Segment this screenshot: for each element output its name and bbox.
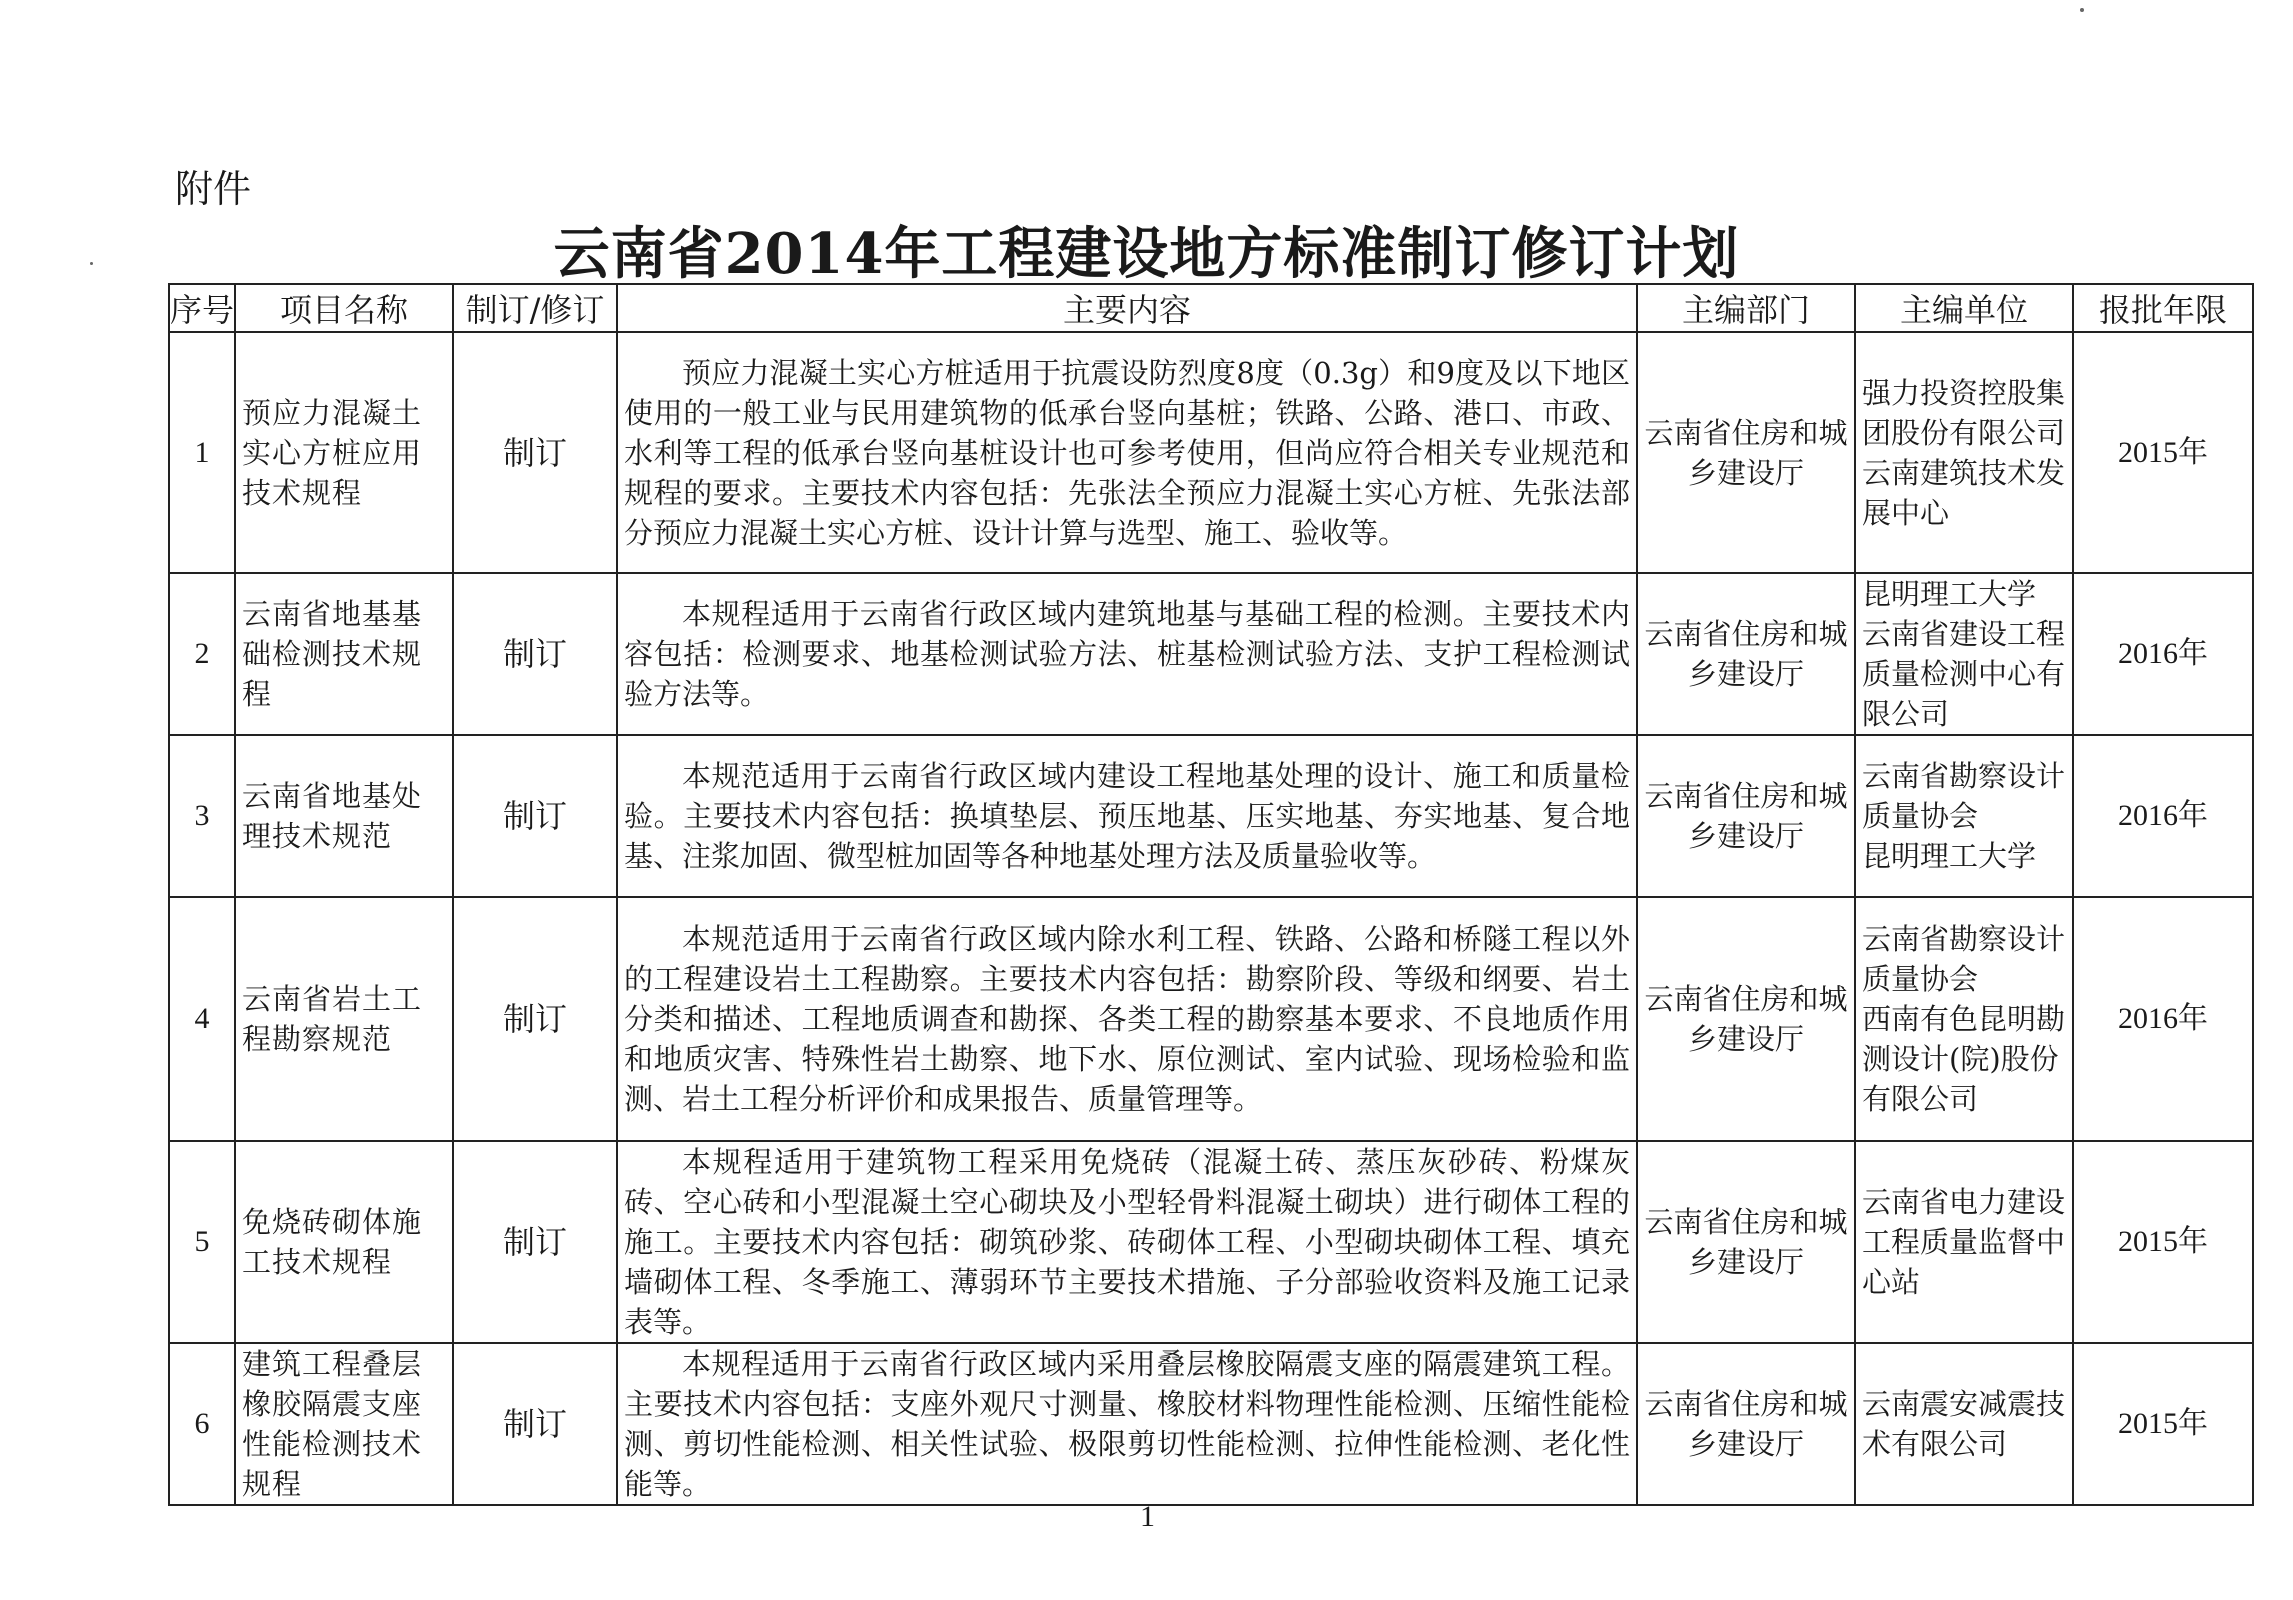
row-dept: 云南省住房和城乡建设厅 [1637, 1141, 1855, 1343]
row-unit: 云南省勘察设计质量协会 昆明理工大学 [1855, 735, 2073, 897]
row-unit: 云南省电力建设工程质量监督中心站 [1855, 1141, 2073, 1343]
row-name: 云南省地基处理技术规范 [235, 735, 453, 897]
row-unit: 昆明理工大学 云南省建设工程质量检测中心有限公司 [1855, 573, 2073, 735]
table-row [169, 1343, 2253, 1505]
row-dept: 云南省住房和城乡建设厅 [1637, 1343, 1855, 1505]
header-year: 报批年限 [2073, 284, 2253, 332]
row-no: 2 [169, 573, 235, 735]
table-row [169, 1141, 2253, 1343]
row-dept: 云南省住房和城乡建设厅 [1637, 573, 1855, 735]
row-content: 本规程适用于建筑物工程采用免烧砖（混凝土砖、蒸压灰砂砖、粉煤灰砖、空心砖和小型混凝土空心砌块及小型轻骨料混凝土砌块）进行砌体工程的施工。主要技术内容包括：砌筑砂浆、砖砌体工程、小型砌块砌体工程、填充墙砌体工程、冬季施工、薄弱环节主要技术措施、子分部验收资料及施工记录表等。 [617, 1141, 1637, 1343]
row-content: 本规程适用于云南省行政区域内建筑地基与基础工程的检测。主要技术内容包括：检测要求、地基检测试验方法、桩基检测试验方法、支护工程检测试验方法等。 [617, 573, 1637, 735]
table-row [169, 332, 2253, 573]
row-unit: 强力投资控股集团股份有限公司 云南建筑技术发展中心 [1855, 332, 2073, 573]
row-year: 2016年 [2073, 735, 2253, 897]
header-no: 序号 [169, 284, 235, 332]
row-no: 1 [169, 332, 235, 573]
table-row [169, 735, 2253, 897]
row-type: 制订 [453, 1141, 617, 1343]
standards-plan-table [168, 283, 2254, 1506]
scan-speck [2080, 8, 2084, 12]
row-dept: 云南省住房和城乡建设厅 [1637, 897, 1855, 1141]
attachment-label: 附件 [175, 167, 252, 211]
table-row [169, 573, 2253, 735]
table-row [169, 897, 2253, 1141]
row-content: 本规范适用于云南省行政区域内除水利工程、铁路、公路和桥隧工程以外的工程建设岩土工程勘察。主要技术内容包括：勘察阶段、等级和纲要、岩土分类和描述、工程地质调查和勘探、各类工程的勘察基本要求、不良地质作用和地质灾害、特殊性岩土勘察、地下水、原位测试、室内试验、现场检验和监测、岩土工程分析评价和成果报告、质量管理等。 [617, 897, 1637, 1141]
row-no: 5 [169, 1141, 235, 1343]
row-dept: 云南省住房和城乡建设厅 [1637, 735, 1855, 897]
row-name: 建筑工程叠层橡胶隔震支座性能检测技术规程 [235, 1343, 453, 1505]
header-name: 项目名称 [235, 284, 453, 332]
row-content: 本规范适用于云南省行政区域内建设工程地基处理的设计、施工和质量检验。主要技术内容包括：换填垫层、预压地基、压实地基、夯实地基、复合地基、注浆加固、微型桩加固等各种地基处理方法及质量验收等。 [617, 735, 1637, 897]
row-type: 制订 [453, 897, 617, 1141]
row-year: 2016年 [2073, 573, 2253, 735]
row-type: 制订 [453, 332, 617, 573]
header-dept: 主编部门 [1637, 284, 1855, 332]
row-name: 云南省地基基础检测技术规程 [235, 573, 453, 735]
row-no: 4 [169, 897, 235, 1141]
row-year: 2015年 [2073, 1141, 2253, 1343]
row-unit: 云南省勘察设计质量协会 西南有色昆明勘测设计(院)股份有限公司 [1855, 897, 2073, 1141]
header-type: 制订/修订 [453, 284, 617, 332]
row-name: 免烧砖砌体施工技术规程 [235, 1141, 453, 1343]
header-content: 主要内容 [617, 284, 1637, 332]
row-year: 2016年 [2073, 897, 2253, 1141]
row-no: 6 [169, 1343, 235, 1505]
row-unit: 云南震安减震技术有限公司 [1855, 1343, 2073, 1505]
row-year: 2015年 [2073, 1343, 2253, 1505]
row-type: 制订 [453, 573, 617, 735]
row-content: 预应力混凝土实心方桩适用于抗震设防烈度8度（0.3g）和9度及以下地区使用的一般工业与民用建筑物的低承台竖向基桩；铁路、公路、港口、市政、水利等工程的低承台竖向基桩设计也可参考使用，但尚应符合相关专业规范和规程的要求。主要技术内容包括：先张法全预应力混凝土实心方桩、先张法部分预应力混凝土实心方桩、设计计算与选型、施工、验收等。 [617, 332, 1637, 573]
row-dept: 云南省住房和城乡建设厅 [1637, 332, 1855, 573]
row-type: 制订 [453, 735, 617, 897]
row-content: 本规程适用于云南省行政区域内采用叠层橡胶隔震支座的隔震建筑工程。主要技术内容包括：支座外观尺寸测量、橡胶材料物理性能检测、压缩性能检测、剪切性能检测、相关性试验、极限剪切性能检测、拉伸性能检测、老化性能等。 [617, 1343, 1637, 1505]
row-no: 3 [169, 735, 235, 897]
row-name: 云南省岩土工程勘察规范 [235, 897, 453, 1141]
row-type: 制订 [453, 1343, 617, 1505]
scan-speck [90, 262, 93, 265]
row-year: 2015年 [2073, 332, 2253, 573]
header-unit: 主编单位 [1855, 284, 2073, 332]
page-number: 1 [1140, 1500, 1155, 1533]
table-header-row [169, 284, 2253, 332]
page-title: 云南省2014年工程建设地方标准制订修订计划 [553, 221, 1740, 287]
row-name: 预应力混凝土实心方桩应用技术规程 [235, 332, 453, 573]
